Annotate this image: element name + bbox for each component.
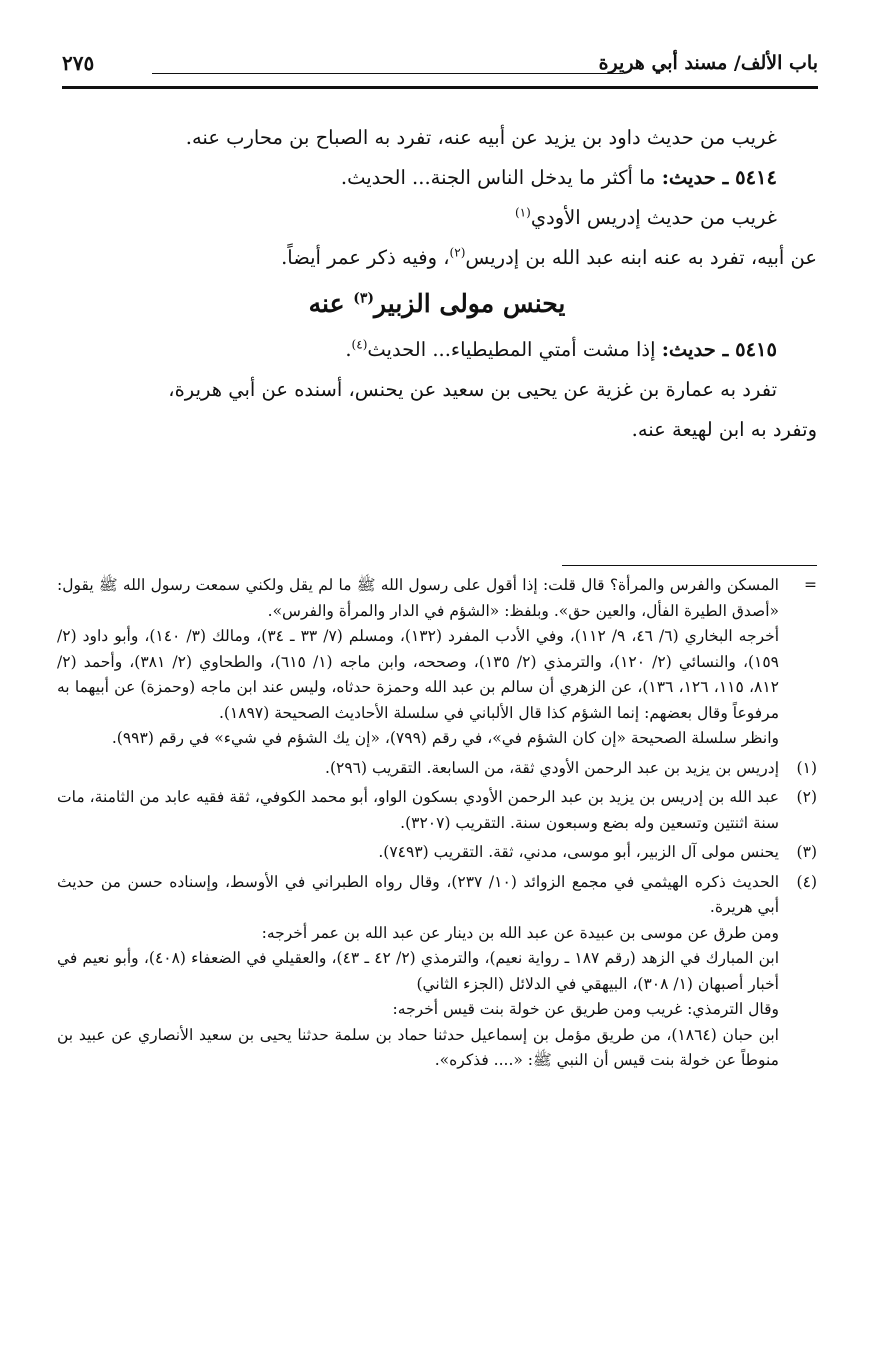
paragraph-an-abihi xyxy=(57,238,817,278)
footnote-3 xyxy=(57,840,817,866)
hadith-number: ٥٤١٥ ـ حديث: xyxy=(661,338,777,361)
footnote-paragraph: الحديث ذكره الهيثمي في مجمع الزوائد (١٠/ ٢٣٧)، وقال رواه الطبراني في الأوسط، وإسناده حسن من حديث أبي هريرة. xyxy=(57,872,779,916)
footnote-ref: (١) xyxy=(514,205,531,220)
footnote-1 xyxy=(57,756,817,782)
footnote-continuation xyxy=(57,573,817,752)
footnote-paragraph: وانظر سلسلة الصحيحة «إن كان الشؤم في»، في رقم (٧٩٩)، «إن يك الشؤم في شيء» في رقم (٩٩٣). xyxy=(111,729,779,747)
footnote-paragraph: وقال الترمذي: غريب ومن طريق عن خولة بنت قيس أخرجه: xyxy=(392,1000,779,1018)
footnote-marker: (٣) xyxy=(796,843,817,861)
footnote-paragraph: ابن حبان (١٨٦٤)، من طريق مؤمل بن إسماعيل حدثنا حماد بن سلمة حدثنا يحيى بن سعيد الأنصاري عن عبيد بن منوطاً عن خولة بنت قيس أن النبي ﷺ: «.... فذكره». xyxy=(57,1025,779,1069)
paragraph-text: عن أبيه، تفرد به عنه ابنه عبد الله بن إدريس xyxy=(465,246,817,269)
hadith-number: ٥٤١٤ ـ حديث: xyxy=(661,166,777,189)
paragraph-gharib-dawud: غريب من حديث داود بن يزيد عن أبيه عنه، تفرد به الصباح بن محارب عنه. xyxy=(185,126,777,149)
paragraph-text: غريب من حديث إدريس الأودي xyxy=(530,206,777,229)
footnote-paragraph: المسكن والفرس والمرأة؟ قال قلت: إذا أقول على رسول الله ﷺ ما لم يقل ولكني سمعت رسول الله ﷺ يقول: «أصدق الطيرة الفأل، والعين حق». وبلفظ: «الشؤم في الدار والمرأة والفرس». xyxy=(57,576,779,620)
section-heading-text-end: عنه xyxy=(308,289,354,318)
footnote-ref: (٤) xyxy=(351,337,368,352)
footnote-paragraph: أخرجه البخاري (٦/ ٤٦، ٩/ ١١٢)، وفي الأدب المفرد (١٣٢)، ومسلم (٧/ ٣٣ ـ ٣٤)، ومالك (٣/ ١٤٠)، وأبو داود (٢/ ١٥٩)، والنسائي (٢/ ١٢٠)، والترمذي (٢/ ١٣٥)، وصححه، وابن ماجه (١/ ٦١٥)، والطحاوي (٢/ ٣٨١)، وأحمد (٢/ ٨١٢، ١١٥، ١٢٦، ١٣٦)، عن الزهري أن سالم بن عبد الله وحمزة حدثاه، وليس عند ابن ماجه (وحمزة) عن أبيهما به مرفوعاً وقال بعضهم: إنما الشؤم كذا قال الألباني في سلسلة الأحاديث الصحيحة (١٨٩٧). xyxy=(57,627,780,722)
footnote-ref: (٢) xyxy=(449,245,466,260)
main-text xyxy=(57,118,817,450)
paragraph-text: ، وفيه ذكر عمر أيضاً. xyxy=(281,246,450,269)
hadith-text: ما أكثر ما يدخل الناس الجنة... الحديث. xyxy=(340,166,662,189)
hadith-text-end: . xyxy=(345,338,352,361)
footnote-marker: (١) xyxy=(796,758,817,777)
footnote-paragraph: إدريس بن يزيد بن عبد الرحمن الأودي ثقة، من السابعة. التقريب (٢٩٦). xyxy=(325,758,779,777)
footnote-paragraph: ابن المبارك في الزهد (رقم ١٨٧ ـ رواية نعيم)، والترمذي (٢/ ٤٢ ـ ٤٣)، والعقيلي في الضعفاء (٤٠٨)، وأبو نعيم في أخبار أصبهان (١/ ٣٠٨)، البيهقي في الدلائل (الجزء الثاني) xyxy=(57,949,780,993)
hadith-5414 xyxy=(57,158,817,198)
footnote-paragraph: عبد الله بن إدريس بن يزيد بن عبد الرحمن الأودي بسكون الواو، أبو محمد الكوفي، ثقة فقيه عابد من الثامنة، مات سنة اثنتين وتسعين وله بضع وسبعون سنة. التقريب (٣٢٠٧). xyxy=(57,788,779,832)
paragraph-gharib-idris xyxy=(57,198,817,238)
section-heading xyxy=(57,278,817,330)
footnote-paragraph: يحنس مولى آل الزبير، أبو موسى، مدني، ثقة. التقريب (٧٤٩٣). xyxy=(378,843,779,861)
paragraph-tafarrad-lahia: وتفرد به ابن لهيعة عنه. xyxy=(631,418,817,441)
footnote-paragraph: ومن طرق عن موسى بن عبيدة عن عبد الله بن دينار عن عبد الله بن عمر أخرجه: xyxy=(261,923,779,942)
footnotes xyxy=(57,573,817,1078)
paragraph-tafarrad-imara: تفرد به عمارة بن غزية عن يحيى بن سعيد عن يحنس، أسنده عن أبي هريرة، xyxy=(168,378,777,401)
footnote-2 xyxy=(57,785,817,836)
hadith-5415 xyxy=(57,330,817,370)
footnote-marker: (٤) xyxy=(796,872,817,891)
page-number: ٢٧٥ xyxy=(62,51,95,75)
footnote-marker: = xyxy=(804,576,817,594)
header-rule xyxy=(62,86,818,89)
footnote-marker: (٢) xyxy=(796,788,817,806)
footnote-4 xyxy=(57,870,817,1074)
page-header xyxy=(62,48,818,90)
section-heading-text: يحنس مولى الزبير xyxy=(374,289,566,318)
hadith-text: إذا مشت أمتي المطيطياء... الحديث xyxy=(367,338,662,361)
footnote-ref: (٣) xyxy=(353,290,374,307)
running-title: باب الألف/ مسند أبي هريرة xyxy=(598,52,818,74)
footnote-separator xyxy=(562,565,817,566)
header-leader-line xyxy=(152,73,623,74)
